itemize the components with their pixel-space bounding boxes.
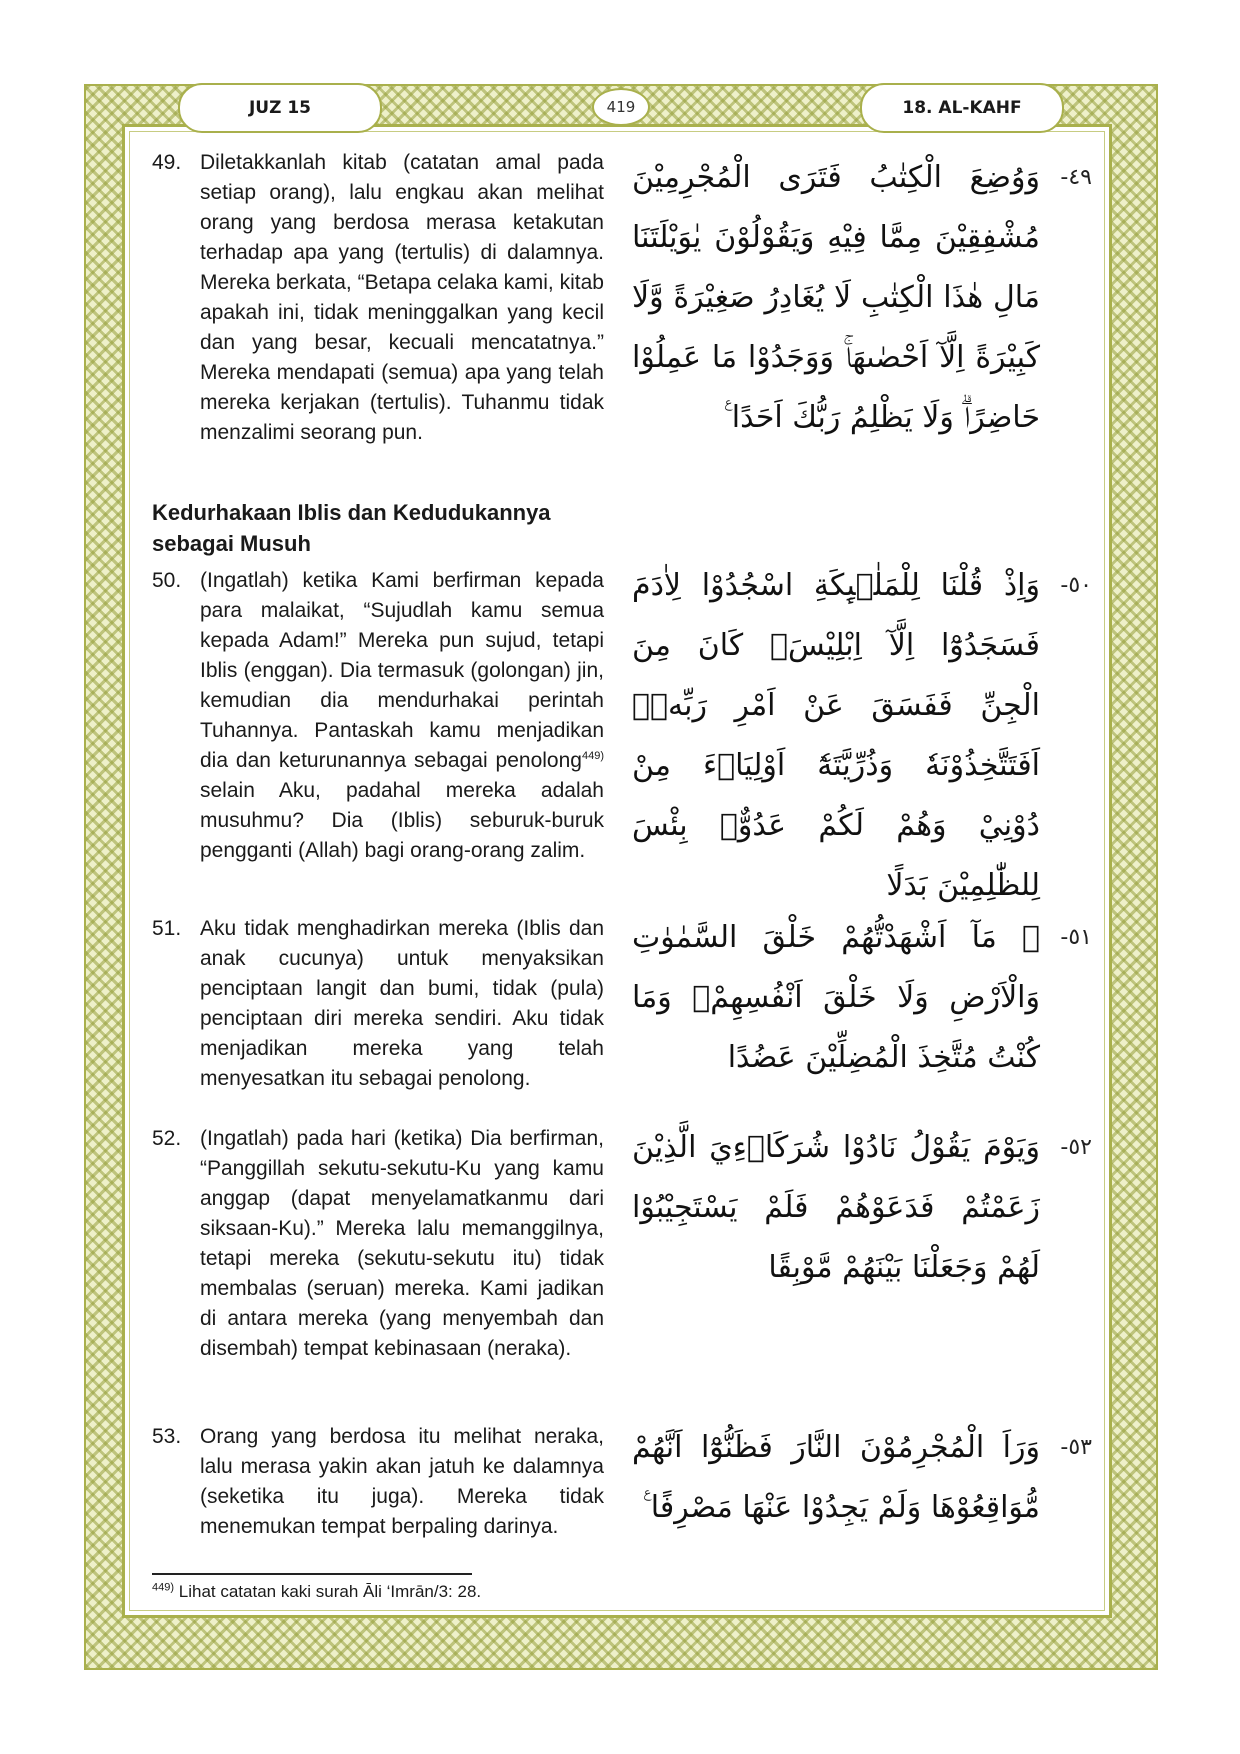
verse-text: (Ingatlah) pada hari (ketika) Dia berfirman, “Panggillah sekutu-sekutu-Ku yang kamu anggap (dapat menyelamatkanmu dari siksaan-Ku).” Mereka lalu memanggilnya, tetapi mereka (sekutu-sekutu itu) tidak membalas (seruan) mereka. Kami jadikan di antara mereka (yang menyembah dan disembah) tempat kebinasaan (neraka). [200,1127,604,1360]
arabic-text: ۞ مَآ اَشْهَدْتُّهُمْ خَلْقَ السَّمٰوٰتِ وَالْاَرْضِ وَلَا خَلْقَ اَنْفُسِهِمْۖ وَمَا كُنْتُ مُتَّخِذَ الْمُضِلِّيْنَ عَضُدًا [632,920,1040,1075]
verse-number: 53. [152,1425,182,1448]
page-number: 419 [592,88,650,126]
verse-number: 49. [152,151,182,174]
arabic-text: وَيَوْمَ يَقُوْلُ نَادُوْا شُرَكَاۤءِيَ الَّذِيْنَ زَعَمْتُمْ فَدَعَوْهُمْ فَلَمْ يَسْتَجِيْبُوْا لَهُمْ وَجَعَلْنَا بَيْنَهُمْ مَّوْبِقًا [632,1130,1040,1285]
arabic-verse-number: ٥٣- [1060,1435,1092,1460]
arabic-verse-number: ٥١- [1060,925,1092,950]
verse-number: 51. [152,917,182,940]
verse-52-translation [152,1124,604,1364]
verse-53-arabic [632,1418,1092,1538]
arabic-text: وَرَاَ الْمُجْرِمُوْنَ النَّارَ فَظَنُّوْٓا اَنَّهُمْ مُّوَاقِعُوْهَا وَلَمْ يَجِدُوْا عَنْهَا مَصْرِفًا ࣖ [632,1430,1040,1525]
verse-text: Orang yang berdosa itu melihat neraka, lalu merasa yakin akan jatuh ke dalamnya (seketika itu juga). Mereka tidak menemukan tempat berpaling darinya. [200,1425,604,1538]
arabic-verse-number: ٥٠- [1060,573,1092,598]
juz-label: JUZ 15 [178,83,382,133]
verse-50-arabic [632,556,1092,916]
arabic-verse-number: ٤٩- [1060,165,1092,190]
arabic-text: وَاِذْ قُلْنَا لِلْمَلٰۤىِٕكَةِ اسْجُدُوْا لِاٰدَمَ فَسَجَدُوْٓا اِلَّآ اِبْلِيْسَۗ كَانَ مِنَ الْجِنِّ فَفَسَقَ عَنْ اَمْرِ رَبِّهٖۗ اَفَتَتَّخِذُوْنَهٗ وَذُرِّيَّتَهٗٓ اَوْلِيَاۤءَ مِنْ دُوْنِيْ وَهُمْ لَكُمْ عَدُوٌّۗ بِئْسَ لِلظّٰلِمِيْنَ بَدَلًا [632,568,1040,903]
verse-51-translation [152,914,604,1094]
verse-number: 52. [152,1127,182,1150]
footnote-ref: 449) [581,750,604,762]
verse-52-arabic [632,1118,1092,1298]
verse-51-arabic [632,908,1092,1088]
footnote-text: Lihat catatan kaki surah Āli ‘Imrān/3: 28. [174,1582,482,1601]
verse-49-translation [152,148,604,448]
verse-49-arabic [632,148,1092,448]
verse-text: Diletakkanlah kitab (catatan amal pada setiap orang), lalu engkau akan melihat orang yang berdosa merasa ketakutan terhadap apa yang (tertulis) di dalamnya. Mereka berkata, “Betapa celaka kami, kitab apakah ini, tidak meninggalkan yang kecil dan yang besar, kecuali mencatatnya.” Mereka mendapati (semua) apa yang telah mereka kerjakan (tertulis). Tuhanmu tidak menzalimi seorang pun. [200,151,604,444]
verse-50-translation [152,566,604,866]
arabic-text: وَوُضِعَ الْكِتٰبُ فَتَرَى الْمُجْرِمِيْنَ مُشْفِقِيْنَ مِمَّا فِيْهِ وَيَقُوْلُوْنَ يٰوَيْلَتَنَا مَالِ هٰذَا الْكِتٰبِ لَا يُغَادِرُ صَغِيْرَةً وَّلَا كَبِيْرَةً اِلَّآ اَحْصٰىهَاۚ وَوَجَدُوْا مَا عَمِلُوْا حَاضِرًاۗ وَلَا يَظْلِمُ رَبُّكَ اَحَدًا ࣖ [632,160,1040,435]
surah-label: 18. AL-KAHF [860,83,1064,133]
verse-number: 50. [152,569,182,592]
verse-text: Aku tidak menghadirkan mereka (Iblis dan anak cucunya) untuk menyaksikan penciptaan langit dan bumi, tidak (pula) penciptaan diri mereka sendiri. Aku tidak menjadikan mereka yang telah menyesatkan itu sebagai penolong. [200,917,604,1090]
verse-text: (Ingatlah) ketika Kami berfirman kepada para malaikat, “Sujudlah kamu semua kepada Adam!” Mereka pun sujud, tetapi Iblis (enggan). Dia termasuk (golongan) jin, kemudian dia mendurhakai perintah Tuhannya. Pantaskah kamu menjadikan dia dan keturunannya sebagai penolong$^{449)}$ selain Aku, padahal mereka adalah musuhmu? Dia (Iblis) seburuk-buruk pengganti (Allah) bagi orang-orang zalim. [200,569,604,862]
footnote [152,1582,752,1602]
verse-53-translation [152,1422,604,1542]
footnote-mark: 449) [152,1581,175,1594]
footnote-divider [152,1573,472,1575]
section-heading: Kedurhakaan Iblis dan Kedudukannya sebagai Musuh [152,500,551,556]
arabic-verse-number: ٥٢- [1060,1135,1092,1160]
